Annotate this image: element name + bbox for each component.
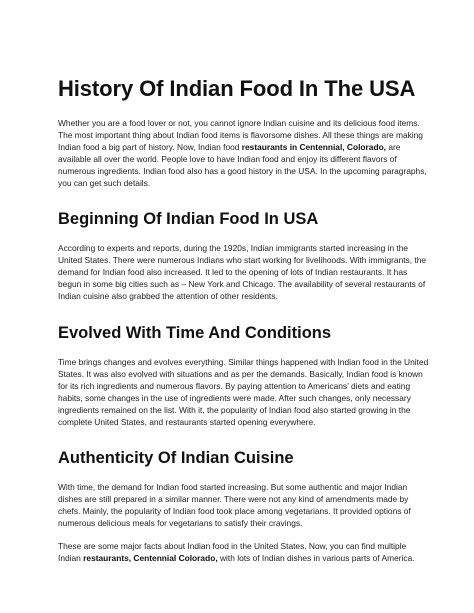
closing-keyword-link: restaurants, Centennial Colorado, bbox=[83, 553, 218, 564]
intro-keyword-link: restaurants in Centennial, Colorado, bbox=[241, 142, 387, 153]
intro-paragraph bbox=[58, 117, 430, 189]
section-heading-evolved: Evolved With Time And Conditions bbox=[58, 323, 332, 342]
closing-paragraph bbox=[58, 540, 430, 564]
section-body-evolved: Time brings changes and evolves everything. Similar things happened with Indian food in the United States. It was also evolved with situations and as per the demands. Basically, Indian food is known for its rich ingredients and numerous flavors. By paying attention to Americans’ diets and eating habits, some changes in the use of ingredients were made. After such changes, only necessary ingredients remained on the list. With it, the popularity of Indian food also started growing in the complete United States, and restaurants started opening everywhere. bbox=[58, 356, 429, 427]
section-body-beginning: According to experts and reports, during the 1920s, Indian immigrants started increasing in the United States. There were numerous Indians who start working for livelihoods. With immigrants, the demand for Indian food also increased. It led to the opening of lots of Indian restaurants. It has begun in some big cities such as – New York and Chicago. The availability of several restaurants of Indian cuisine also grabbed the attention of other residents. bbox=[58, 243, 427, 302]
closing-text-a: These are some major facts about Indian food in the United States. Now, you can find multiple Indian bbox=[58, 540, 407, 564]
page-title: History Of Indian Food In The USA bbox=[58, 76, 416, 101]
document-page bbox=[58, 76, 430, 564]
section-heading-beginning: Beginning Of Indian Food In USA bbox=[58, 210, 319, 229]
intro-text-b: are available all over the world. People love to have Indian food and enjoy its different flavors of numerous ingredients. Indian food also has a good history in the USA. In the upcoming paragraphs, you can get such details. bbox=[58, 142, 427, 189]
section-body-authenticity: With time, the demand for Indian food started increasing. But some authentic and major Indian dishes are still prepared in a similar manner. There were not any kind of amendments made by chefs. Mainly, the popularity of Indian food took place among vegetarians. It provided options of numerous delicious meals for vegetarians to satisfy their cravings. bbox=[58, 481, 411, 528]
intro-text-a: Whether you are a food lover or not, you cannot ignore Indian cuisine and its delicious food items. The most important thing about Indian food items is flavorsome dishes. All these things are making Indian food a big part of history. Now, Indian food bbox=[58, 118, 423, 153]
section-heading-authenticity: Authenticity Of Indian Cuisine bbox=[58, 448, 294, 467]
closing-text-b: with lots of Indian dishes in various parts of America. bbox=[217, 553, 415, 564]
